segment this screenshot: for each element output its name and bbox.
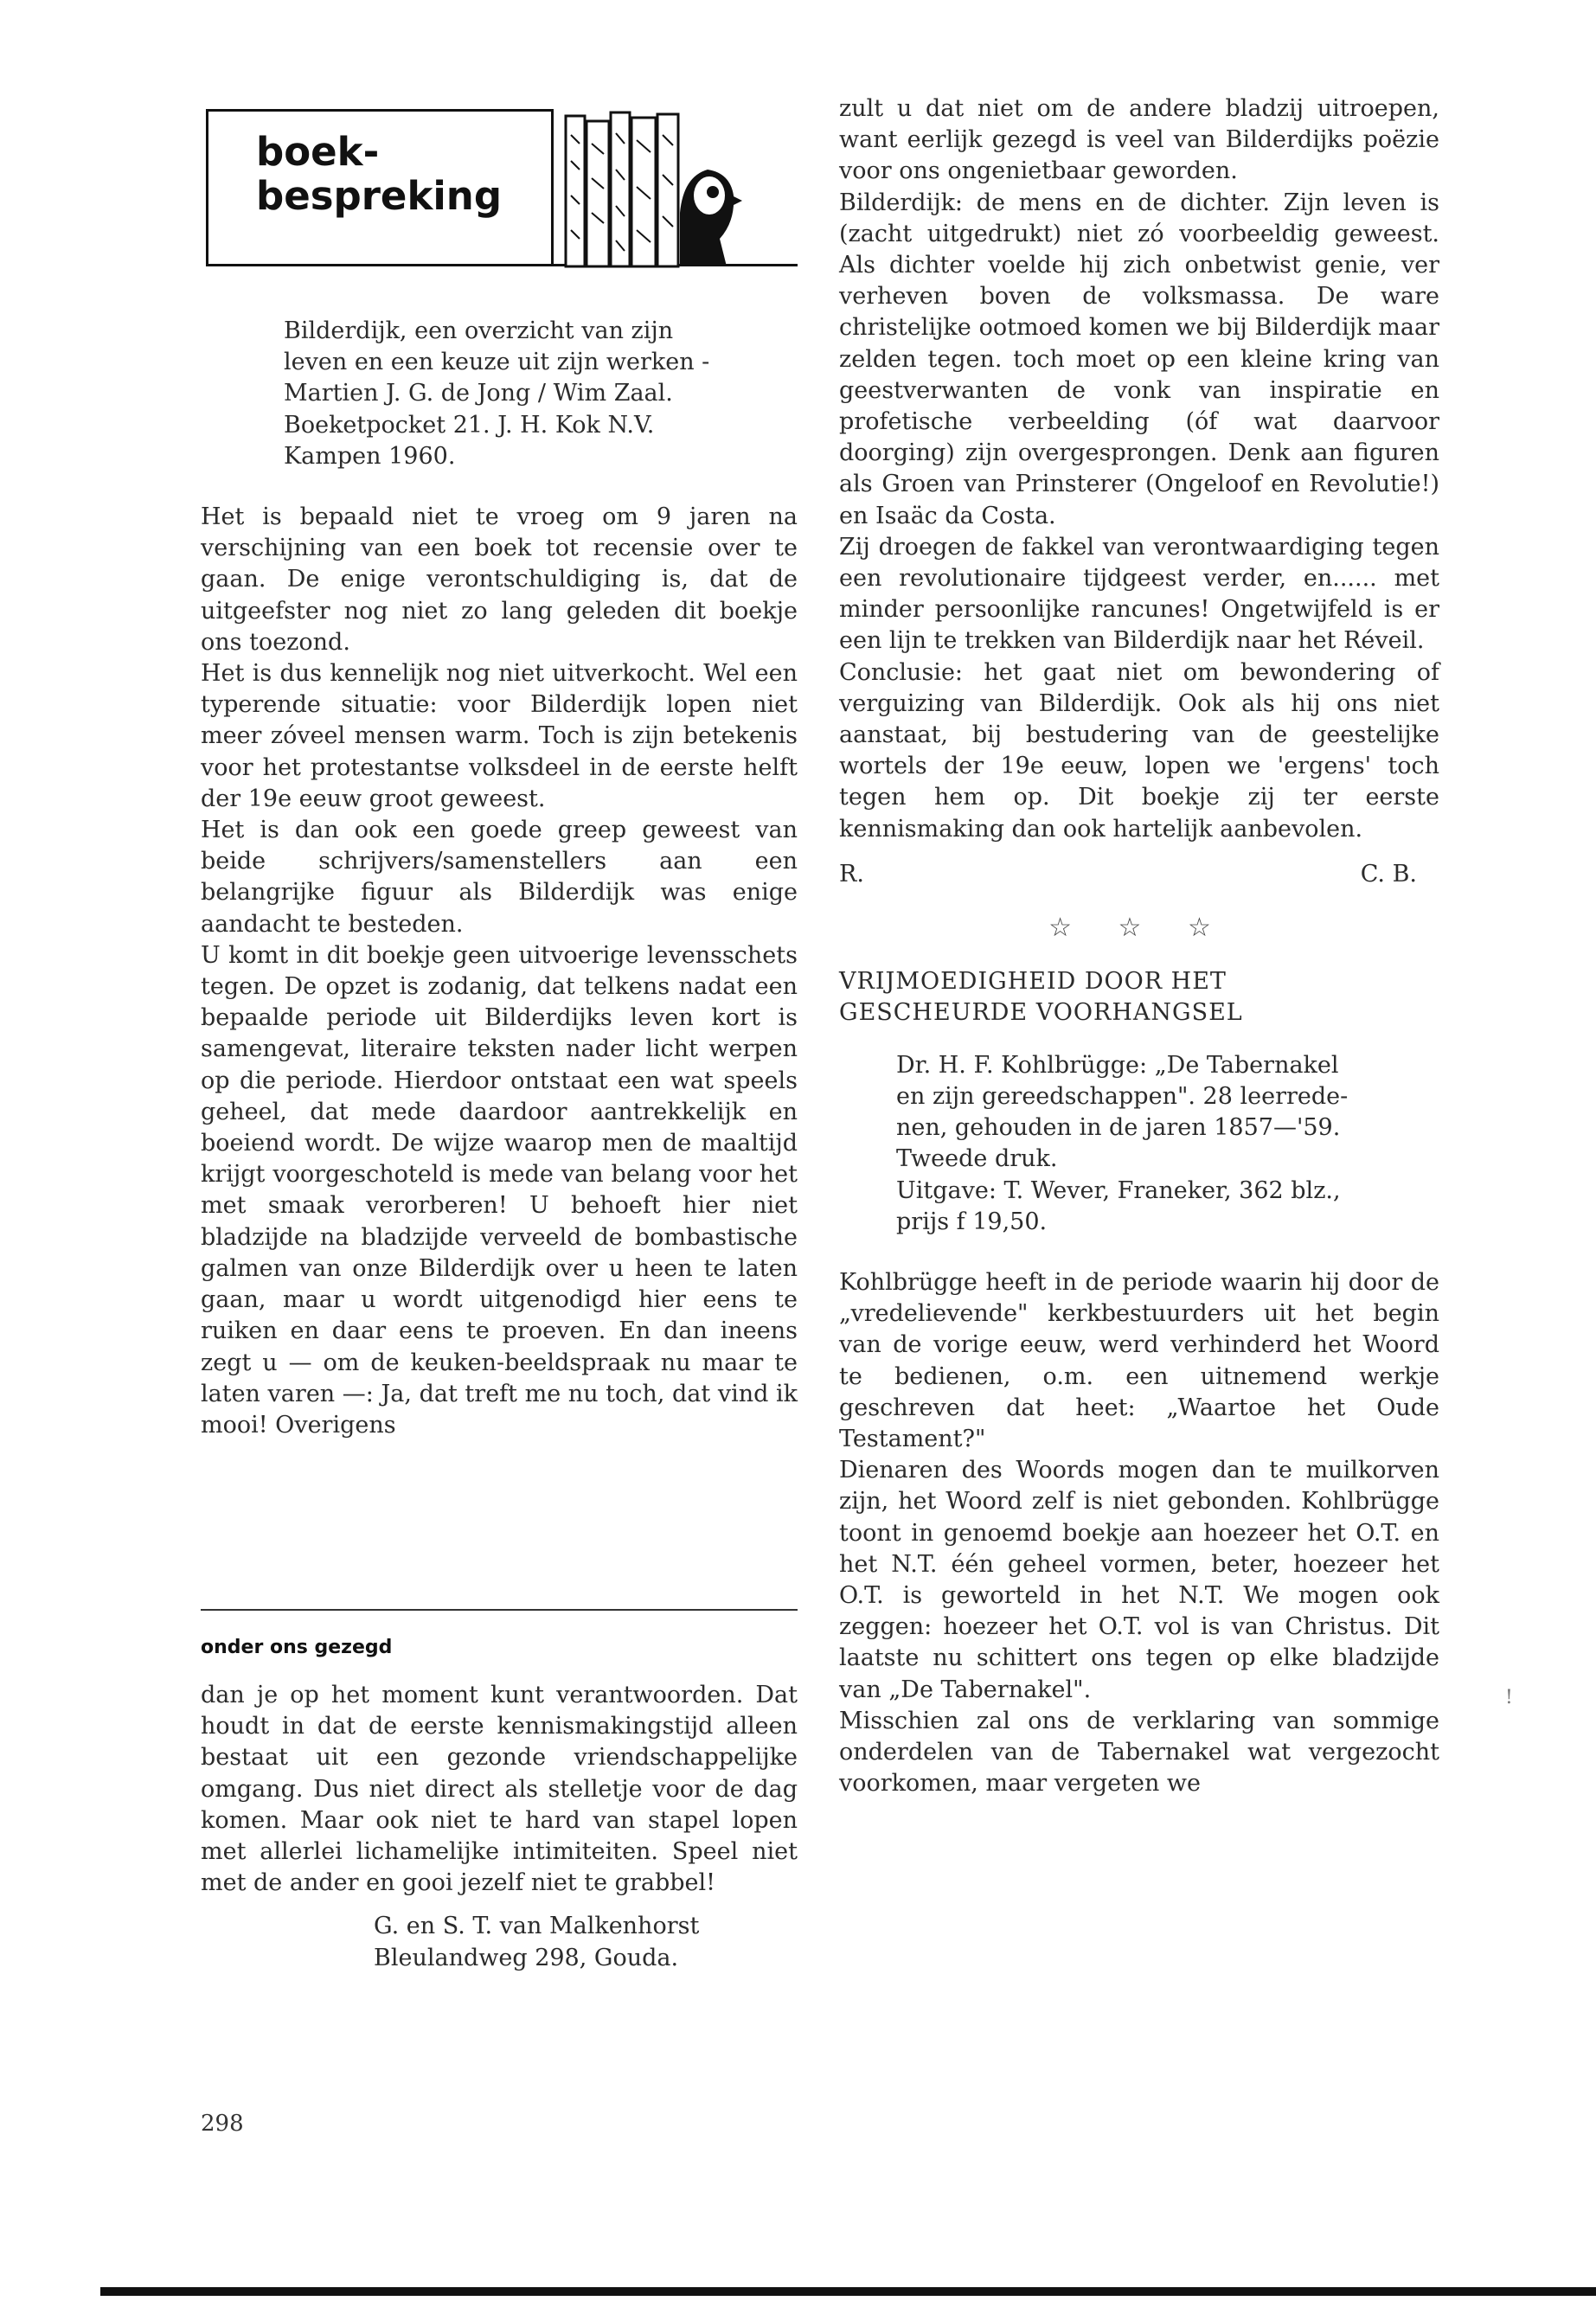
review-paragraph: zult u dat niet om de andere bladzij uitroepen, want eerlijk gezegd is veel van Bilderdijks poëzie voor ons ongenietbaar geworden. [839, 95, 1439, 185]
citation-line: nen, gehouden in de jaren 1857—'59. [896, 1114, 1341, 1142]
review-paragraph: Conclusie: het gaat niet om bewondering of verguizing van Bilderdijk. Ook als hij ons niet aanstaat, bij bestudering van de geestelijke wortels der 19e eeuw, lopen we 'ergens' toch tegen hem op. Dit boekje zij ter eerste kennismaking dan ook hartelijk aanbevolen. [839, 658, 1439, 843]
page-number: 298 [201, 2111, 244, 2137]
stray-mark: ! [1505, 1687, 1513, 1708]
citation-line: Tweede druk. [896, 1145, 1058, 1173]
signature-initial-left: R. [839, 860, 864, 888]
section-title-line-1: boek- [256, 129, 380, 175]
column-divider [201, 1609, 798, 1611]
books-and-owl-icon [554, 109, 796, 270]
star-separator: ☆ ☆ ☆ [1048, 913, 1230, 944]
citation-line: Boeketpocket 21. J. H. Kok N.V. [284, 411, 655, 439]
signature-address: Bleulandweg 298, Gouda. [374, 1944, 679, 1971]
right-column [839, 93, 1439, 1799]
citation-line: Bilderdijk, een overzicht van zijn [284, 317, 674, 344]
review-paragraph: Het is dus kennelijk nog niet uitverkocht. Wel een typerende situatie: voor Bilderdijk lopen niet meer zóveel mensen warm. Toch is zijn betekenis voor het protestantse volksdeel in de eerste helft der 19e eeuw groot geweest. [201, 660, 798, 812]
review-paragraph: Zij droegen de fakkel van verontwaardiging tegen een revolutionaire tijdgeest verder, en...... met minder persoonlijke rancunes! Ongetwijfeld is er een lijn te trekken van Bilderdijk naar het Réveil. [839, 533, 1439, 655]
signature-initial-right: C. B. [1360, 860, 1417, 888]
onder-ons-signature [201, 1911, 798, 1973]
citation-line: Dr. H. F. Kohlbrügge: „De Tabernakel [896, 1051, 1339, 1079]
citation-line: leven en een keuze uit zijn werken - [284, 349, 710, 376]
citation-line: Uitgave: T. Wever, Franeker, 362 blz., [896, 1176, 1341, 1204]
review-signature [839, 859, 1439, 890]
review-paragraph: Misschien zal ons de verklaring van sommige onderdelen van de Tabernakel wat vergezocht voorkomen, maar vergeten we [839, 1707, 1439, 1798]
onder-ons-paragraph: dan je op het moment kunt verantwoorden. Dat houdt in dat de eerste kennismakingstijd alleen bestaat uit een gezonde vriendschappelijke omgang. Dus niet direct als stelletje voor de dag komen. Maar ook niet te hard van stapel lopen met allerlei lichamelijke intimiteiten. Speel niet met de ander en gooi jezelf niet te grabbel! [201, 1682, 798, 1897]
citation-line: prijs f 19,50. [896, 1208, 1048, 1235]
citation-line: Martien J. G. de Jong / Wim Zaal. [284, 380, 673, 407]
section-title-line-2: bespreking [256, 173, 503, 219]
citation-line: en zijn gereedschappen". 28 leerrede- [896, 1082, 1349, 1110]
onder-ons-column [201, 1680, 798, 1974]
review-paragraph: Dienaren des Woords mogen dan te muilkorven zijn, het Woord zelf is niet gebonden. Kohlbrügge toont in genoemd boekje aan hoezeer het O.T. en het N.T. één geheel vormen, beter, hoezeer het O.T. is geworteld in het N.T. We mogen ook zeggen: hoezeer het O.T. vol is van Christus. Dit laatste nu schittert ons tegen op elke bladzijde van „De Tabernakel". [839, 1457, 1439, 1703]
left-column [201, 316, 798, 1441]
book-citation [839, 1050, 1439, 1238]
citation-line: Kampen 1960. [284, 442, 456, 470]
review-paragraph: Bilderdijk: de mens en de dichter. Zijn leven is (zacht uitgedrukt) niet zó voorbeeldig geweest. Als dichter voelde hij zich onbetwist genie, ver verheven boven de volksmassa. De ware christelijke ootmoed komen we bij Bilderdijk maar zelden tegen. toch moet op een kleine kring van geestverwanten de vonk van inspiratie en profetische verbeelding (óf wat daarvoor doorging) zijn overgesprongen. Denk aan figuren als Groen van Prinsterer (Ongeloof en Revolutie!) en Isaäc da Costa. [839, 189, 1439, 529]
review-heading-line-1: VRIJMOEDIGHEID DOOR HET [839, 968, 1227, 996]
bottom-edge-bar [100, 2287, 1596, 2296]
onder-ons-label: onder ons gezegd [201, 1637, 393, 1658]
review-heading [839, 966, 1439, 1029]
review-paragraph: Het is dan ook een goede greep geweest van beide schrijvers/samenstellers aan een belangrijke figuur als Bilderdijk was enige aandacht te besteden. [201, 817, 798, 938]
section-title [256, 130, 502, 218]
signature-name: G. en S. T. van Malkenhorst [374, 1913, 700, 1940]
review-paragraph: Het is bepaald niet te vroeg om 9 jaren na verschijning van een boek tot recensie over te gaan. De enige verontschuldiging is, dat de uitgeefster nog niet zo lang geleden dit boekje ons toezond. [201, 503, 798, 656]
book-citation [201, 316, 798, 472]
review-paragraph: U komt in dit boekje geen uitvoerige levensschets tegen. De opzet is zodanig, dat telkens nadat een bepaalde periode uit Bilderdijks leven kort is samengevat, literaire teksten nader licht werpen op die periode. Hierdoor ontstaat een wat speels geheel, dat mede daardoor aantrekkelijk en boeiend wordt. De wijze waarop men de maaltijd krijgt voorgeschoteld is mede van belang voor het met smaak verorberen! U behoeft hier niet bladzijde na bladzijde verveeld de bombastische galmen van onze Bilderdijk over u heen te laten gaan, maar u wordt uitgenodigd hier eens te ruiken en daar eens te proeven. En dan ineens zegt u — om de keuken-beeldspraak nu maar te laten varen —: Ja, dat treft me nu toch, dat vind ik mooi! Overigens [201, 941, 798, 1439]
review-heading-line-2: GESCHEURDE VOORHANGSEL [839, 999, 1243, 1027]
review-paragraph: Kohlbrügge heeft in de periode waarin hij door de „vredelievende" kerkbestuurders uit het begin van de vorige eeuw, werd verhinderd het Woord te bedienen, o.m. een uitnemend werkje geschreven dat heet: „Waartoe het Oude Testament?" [839, 1268, 1439, 1452]
